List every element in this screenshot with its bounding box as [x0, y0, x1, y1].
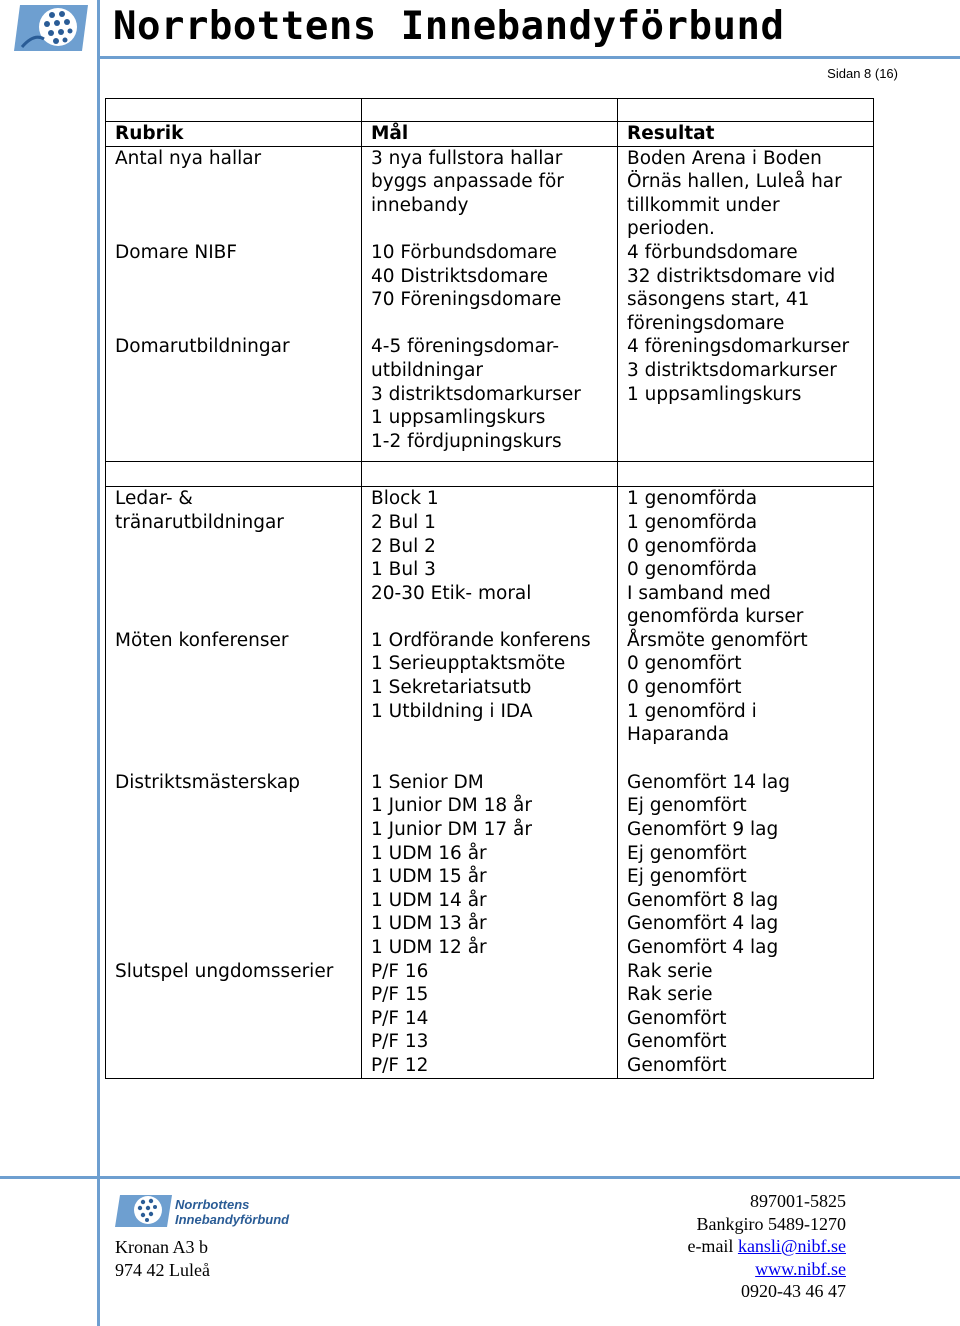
cell-text-line: 1 genomförd i	[627, 700, 757, 722]
footer-logo-line2: Innebandyförbund	[175, 1212, 290, 1227]
cell-resultat	[618, 629, 874, 771]
cell-text-line: byggs anpassade för	[371, 171, 564, 193]
phone-number: 0920-43 46 47	[741, 1281, 846, 1301]
table-body-upper	[106, 146, 874, 462]
cell-text-line: 1 Junior DM 17 år	[371, 819, 532, 841]
cell-text-line: 4-5 föreningsdomar-	[371, 336, 559, 358]
cell-text-line: tränarutbildningar	[115, 511, 284, 533]
cell-text-line: Genomfört 14 lag	[627, 771, 790, 793]
cell-text-line: genomförda kurser	[627, 606, 804, 628]
cell-rubrik	[106, 771, 362, 960]
column-header: Rubrik	[106, 122, 362, 147]
cell-text-line: 1 Serieupptaktsmöte	[371, 653, 566, 675]
cell-text-line: Genomfört 4 lag	[627, 937, 779, 958]
column-header: Resultat	[618, 122, 874, 147]
email-line	[687, 1235, 846, 1258]
cell-text-line: P/F 15	[371, 984, 429, 1006]
cell-text-line: 4 förbundsdomare	[627, 241, 798, 263]
cell-mal	[362, 487, 618, 629]
cell-text-line: Slutspel ungdomsserier	[115, 960, 334, 982]
left-margin-rule	[97, 0, 100, 1326]
cell-text-line: 0 genomförda	[627, 559, 758, 581]
cell-resultat	[618, 335, 874, 461]
table-row	[106, 771, 874, 960]
cell-text-line: föreningsdomare	[627, 312, 785, 334]
cell-text-line: 0 genomförda	[627, 535, 758, 557]
org-number: 897001-5825	[750, 1191, 846, 1211]
cell-mal	[362, 241, 618, 335]
table-row	[106, 335, 874, 461]
goals-results-table	[105, 98, 874, 1079]
table-header-row	[106, 122, 874, 147]
cell-text-line: Genomfört	[627, 1007, 727, 1029]
cell-text-line: 1 UDM 14 år	[371, 889, 487, 911]
cell-text-line: Block 1	[371, 488, 439, 510]
cell-text-line: Antal nya hallar	[115, 147, 262, 169]
email-label: e-mail	[687, 1236, 734, 1256]
cell-text-line: Genomfört 8 lag	[627, 889, 779, 911]
cell-text-line: Haparanda	[627, 724, 730, 746]
cell-text-line: 70 Föreningsdomare	[371, 289, 562, 311]
cell-text-line: Rak serie	[627, 984, 713, 1006]
footer-logo-line1: Norrbottens	[175, 1197, 250, 1212]
table-row	[106, 960, 874, 1078]
cell-text-line: Ej genomfört	[627, 866, 747, 888]
cell-rubrik	[106, 487, 362, 629]
cell-text-line: I samband med	[627, 582, 771, 604]
cell-text-line: 1-2 fördjupningskurs	[371, 430, 562, 452]
page-number: Sidan 8 (16)	[827, 66, 898, 81]
footer-address	[115, 1236, 210, 1281]
website-link[interactable]: www.nibf.se	[755, 1258, 846, 1279]
cell-text-line: 1 Junior DM 18 år	[371, 795, 532, 817]
cell-resultat	[618, 771, 874, 960]
cell-text-line: 4 föreningsdomarkurser	[627, 336, 850, 358]
cell-text-line: Boden Arena i Boden	[627, 147, 822, 169]
cell-text-line: tillkommit under	[627, 194, 780, 216]
cell-resultat	[618, 146, 874, 241]
cell-text-line: 3 distriktsdomarkurser	[371, 383, 581, 405]
footer-contact	[687, 1190, 846, 1303]
cell-text-line: 1 Ordförande konferens	[371, 629, 591, 651]
cell-text-line: P/F 16	[371, 960, 429, 982]
cell-text-line: 10 Förbundsdomare	[371, 241, 557, 263]
cell-text-line: 1 genomförda	[627, 488, 758, 510]
table-row	[106, 146, 874, 241]
cell-text-line: 32 distriktsdomare vid	[627, 265, 836, 287]
email-link[interactable]: kansli@nibf.se	[737, 1236, 846, 1256]
cell-text-line: innebandy	[371, 194, 469, 216]
cell-text-line: 0 genomfört	[627, 653, 742, 675]
table-row	[106, 241, 874, 335]
cell-text-line: 1 Senior DM	[371, 771, 484, 793]
cell-rubrik	[106, 629, 362, 771]
cell-text-line: perioden.	[627, 218, 715, 240]
cell-text-line: Domare NIBF	[115, 241, 238, 263]
cell-resultat	[618, 960, 874, 1078]
cell-text-line: Distriktsmästerskap	[115, 771, 300, 793]
table-body-lower	[106, 487, 874, 1078]
cell-text-line: Genomfört 4 lag	[627, 913, 779, 935]
cell-text-line: 3 nya fullstora hallar	[371, 147, 563, 169]
cell-rubrik	[106, 960, 362, 1078]
cell-text-line: P/F 12	[371, 1054, 429, 1076]
table-spacer-row	[106, 462, 874, 487]
cell-text-line: 1 uppsamlingskurs	[371, 407, 546, 429]
cell-text-line: 1 uppsamlingskurs	[627, 383, 802, 405]
cell-resultat	[618, 487, 874, 629]
cell-text-line: Ej genomfört	[627, 842, 747, 864]
cell-text-line: 1 Bul 3	[371, 559, 436, 581]
cell-text-line: Möten konferenser	[115, 629, 289, 651]
cell-text-line: Ej genomfört	[627, 795, 747, 817]
cell-text-line: 2 Bul 1	[371, 511, 436, 533]
header-rule	[100, 56, 960, 59]
footer-rule	[0, 1176, 960, 1179]
cell-text-line: Genomfört	[627, 1054, 727, 1076]
cell-mal	[362, 335, 618, 461]
column-header: Mål	[362, 122, 618, 147]
cell-rubrik	[106, 335, 362, 461]
cell-text-line: P/F 13	[371, 1031, 429, 1053]
cell-mal	[362, 629, 618, 771]
cell-rubrik	[106, 146, 362, 241]
cell-text-line: 1 genomförda	[627, 511, 758, 533]
cell-rubrik	[106, 241, 362, 335]
cell-text-line: Genomfört	[627, 1031, 727, 1053]
cell-text-line: säsongens start, 41	[627, 289, 810, 311]
cell-resultat	[618, 241, 874, 335]
cell-text-line: 1 UDM 16 år	[371, 842, 487, 864]
bankgiro: Bankgiro 5489-1270	[696, 1213, 846, 1234]
cell-text-line: Örnäs hallen, Luleå har	[627, 171, 842, 193]
cell-mal	[362, 771, 618, 960]
cell-text-line: 1 UDM 15 år	[371, 866, 487, 888]
table-top-spacer	[106, 99, 874, 122]
table-row	[106, 629, 874, 771]
cell-text-line: 20-30 Etik- moral	[371, 582, 532, 604]
cell-text-line: 1 UDM 13 år	[371, 913, 487, 935]
cell-text-line: 2 Bul 2	[371, 535, 436, 557]
cell-text-line: 1 UDM 12 år	[371, 937, 487, 958]
cell-text-line: Domarutbildningar	[115, 336, 290, 358]
table-row	[106, 487, 874, 629]
floorball-logo-icon	[12, 3, 90, 53]
cell-text-line: Ledar- &	[115, 488, 193, 510]
address-street: Kronan A3 b	[115, 1237, 208, 1257]
page-title: Norrbottens Innebandyförbund	[113, 4, 785, 49]
cell-text-line: 1 Utbildning i IDA	[371, 700, 533, 722]
cell-text-line: 0 genomfört	[627, 677, 742, 699]
cell-mal	[362, 960, 618, 1078]
cell-text-line: Årsmöte genomfört	[627, 629, 808, 651]
cell-text-line: utbildningar	[371, 359, 484, 381]
cell-text-line: P/F 14	[371, 1007, 429, 1029]
cell-text-line: 1 Sekretariatsutb	[371, 677, 532, 699]
footer-logo-icon	[114, 1192, 292, 1230]
cell-text-line: Rak serie	[627, 960, 713, 982]
cell-text-line: Genomfört 9 lag	[627, 819, 779, 841]
cell-mal	[362, 146, 618, 241]
address-postal: 974 42 Luleå	[115, 1259, 210, 1280]
cell-text-line: 3 distriktsdomarkurser	[627, 359, 837, 381]
cell-text-line: 40 Distriktsdomare	[371, 265, 549, 287]
